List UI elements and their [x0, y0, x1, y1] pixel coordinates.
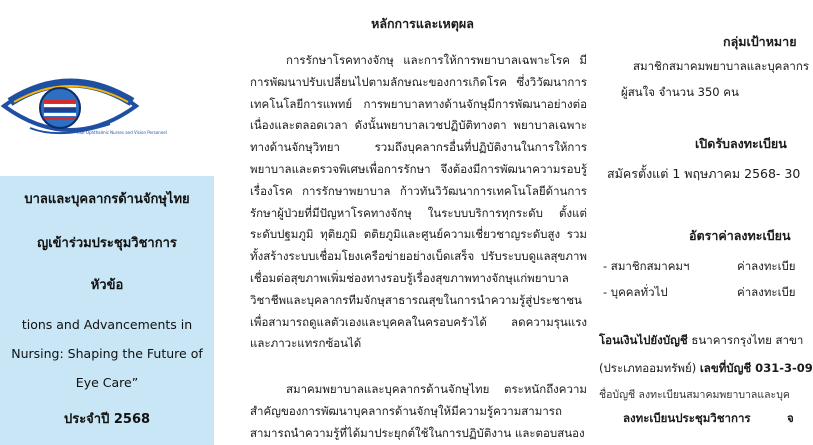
bank-name: ธนาคารกรุงไทย สาขา — [687, 333, 804, 347]
registration-period: สมัครตั้งแต่ 1 พฤษภาคม 2568- 30 — [607, 166, 801, 181]
fee-heading: อัตราค่าลงทะเบียน — [689, 228, 791, 243]
fee-row-member-fee: ค่าลงทะเบีย — [737, 259, 796, 273]
fee-row-general-label: - บุคคลทั่วไป — [603, 285, 668, 299]
rationale-heading: หลักการและเหตุผล — [371, 16, 474, 31]
panel-line-3: หัวข้อ — [90, 278, 124, 293]
association-eye-logo — [0, 62, 167, 147]
conference-registration-cut: จ — [787, 411, 794, 425]
rationale-column — [250, 0, 595, 445]
panel-line-4: tions and Advancements in — [21, 317, 193, 332]
fee-row-general-fee: ค่าลงทะเบีย — [737, 285, 796, 299]
panel-line-7: ประจำปี 2568 — [63, 412, 151, 427]
conference-registration-label: ลงทะเบียนประชุมวิชาการ — [623, 411, 751, 425]
bank-transfer-line — [599, 332, 803, 350]
rationale-paragraph-1: การรักษาโรคทางจักษุ และการให้การพยาบาลเฉพาะโรค มีการพัฒนาปรับเปลี่ยนไปตามลักษณะของการเกิดโรค ซึ่งวิวัฒนาการเทคโนโลยีการแพทย์ การพยาบาลทางด้านจักษุมีการพัฒนาอย่างต่อเนื่องและตลอดเวลา ดังนั้นพยาบาลเวชปฏิบัติทางตา พยาบาลเฉพาะทางด้านจักษุวิทยา รวมถึงบุคลากรอื่นที่ปฏิบัติงานในการให้การพยาบาลและตรวจพิเศษเพื่อการรักษา จึงต้องมีการพัฒนาความรอบรู้เรื่องโรค การรักษาพยาบาล ก้าวทันวิวัฒนาการเทคโนโลยีด้านการรักษาผู้ป่วยที่มีปัญหาโรคทางจักษุ ในระบบบริการทุกระดับ ตั้งแต่ระดับปฐมภูมิ ทุติยภูมิ ตติยภูมิและศูนย์ความเชี่ยวชาญระดับสูง รวมทั้งสร้างระบบเชื่อมโยงเครือข่ายอย่างเบ็ดเสร็จ ปรับระบบดูแลสุขภาพ เชื่อมต่อสุขภาพเพิ่มช่องทางรอบรู้เรื่องสุขภาพทางจักษุแก่พยาบาลวิชาชีพและบุคลากรทีมจักษุสาธารณสุขในการนำความรู้สู่ประชาชนเพื่อสามารถดูแลตัวเองและบุคคลในครอบครัวได้ ลดความรุนแรงและภาวะแทรกซ้อนได้ — [250, 53, 587, 351]
account-number: เลขที่บัญชี 031-3-09 — [699, 361, 813, 375]
left-column — [0, 0, 222, 445]
panel-line-1: บาลและบุคลากรด้านจักษุไทย — [24, 192, 190, 207]
account-name-note: ชื่อบัญชี ลงทะเบียนสมาคมพยาบาลและบุค — [599, 389, 790, 401]
account-number-line — [599, 360, 813, 378]
panel-line-5: Nursing: Shaping the Future of — [11, 346, 203, 361]
title-panel — [0, 176, 214, 445]
rationale-paragraph-2: สมาคมพยาบาลและบุคลากรด้านจักษุไทย ตระหนักถึงความสำคัญของการพัฒนาบุคลากรด้านจักษุให้มีความรู้ความสามารถ สามารถนำความรู้ที่ได้มาประยุกต์ใช้ในการปฏิบัติงาน และตอบสนอง — [250, 382, 587, 440]
bank-transfer-label: โอนเงินไปยังบัญชี — [599, 333, 688, 347]
info-column — [597, 0, 813, 445]
fee-row-member-label: - สมาชิกสมาคมฯ — [603, 259, 690, 273]
target-line-2: ผู้สนใจ จำนวน 350 คน — [621, 85, 739, 99]
panel-line-6: Eye Care” — [75, 375, 139, 390]
svg-text:Thai Ophthalmic Nurses and Vis: Thai Ophthalmic Nurses and Vision Personnel — [76, 130, 167, 135]
target-group-heading: กลุ่มเป้าหมาย — [723, 34, 797, 49]
panel-line-2: ญเข้าร่วมประชุมวิชาการ — [37, 236, 177, 251]
target-line-1: สมาชิกสมาคมพยาบาลและบุคลากร — [633, 59, 810, 73]
registration-heading: เปิดรับลงทะเบียน — [695, 136, 787, 151]
account-type: (ประเภทออมทรัพย์) — [599, 361, 700, 375]
